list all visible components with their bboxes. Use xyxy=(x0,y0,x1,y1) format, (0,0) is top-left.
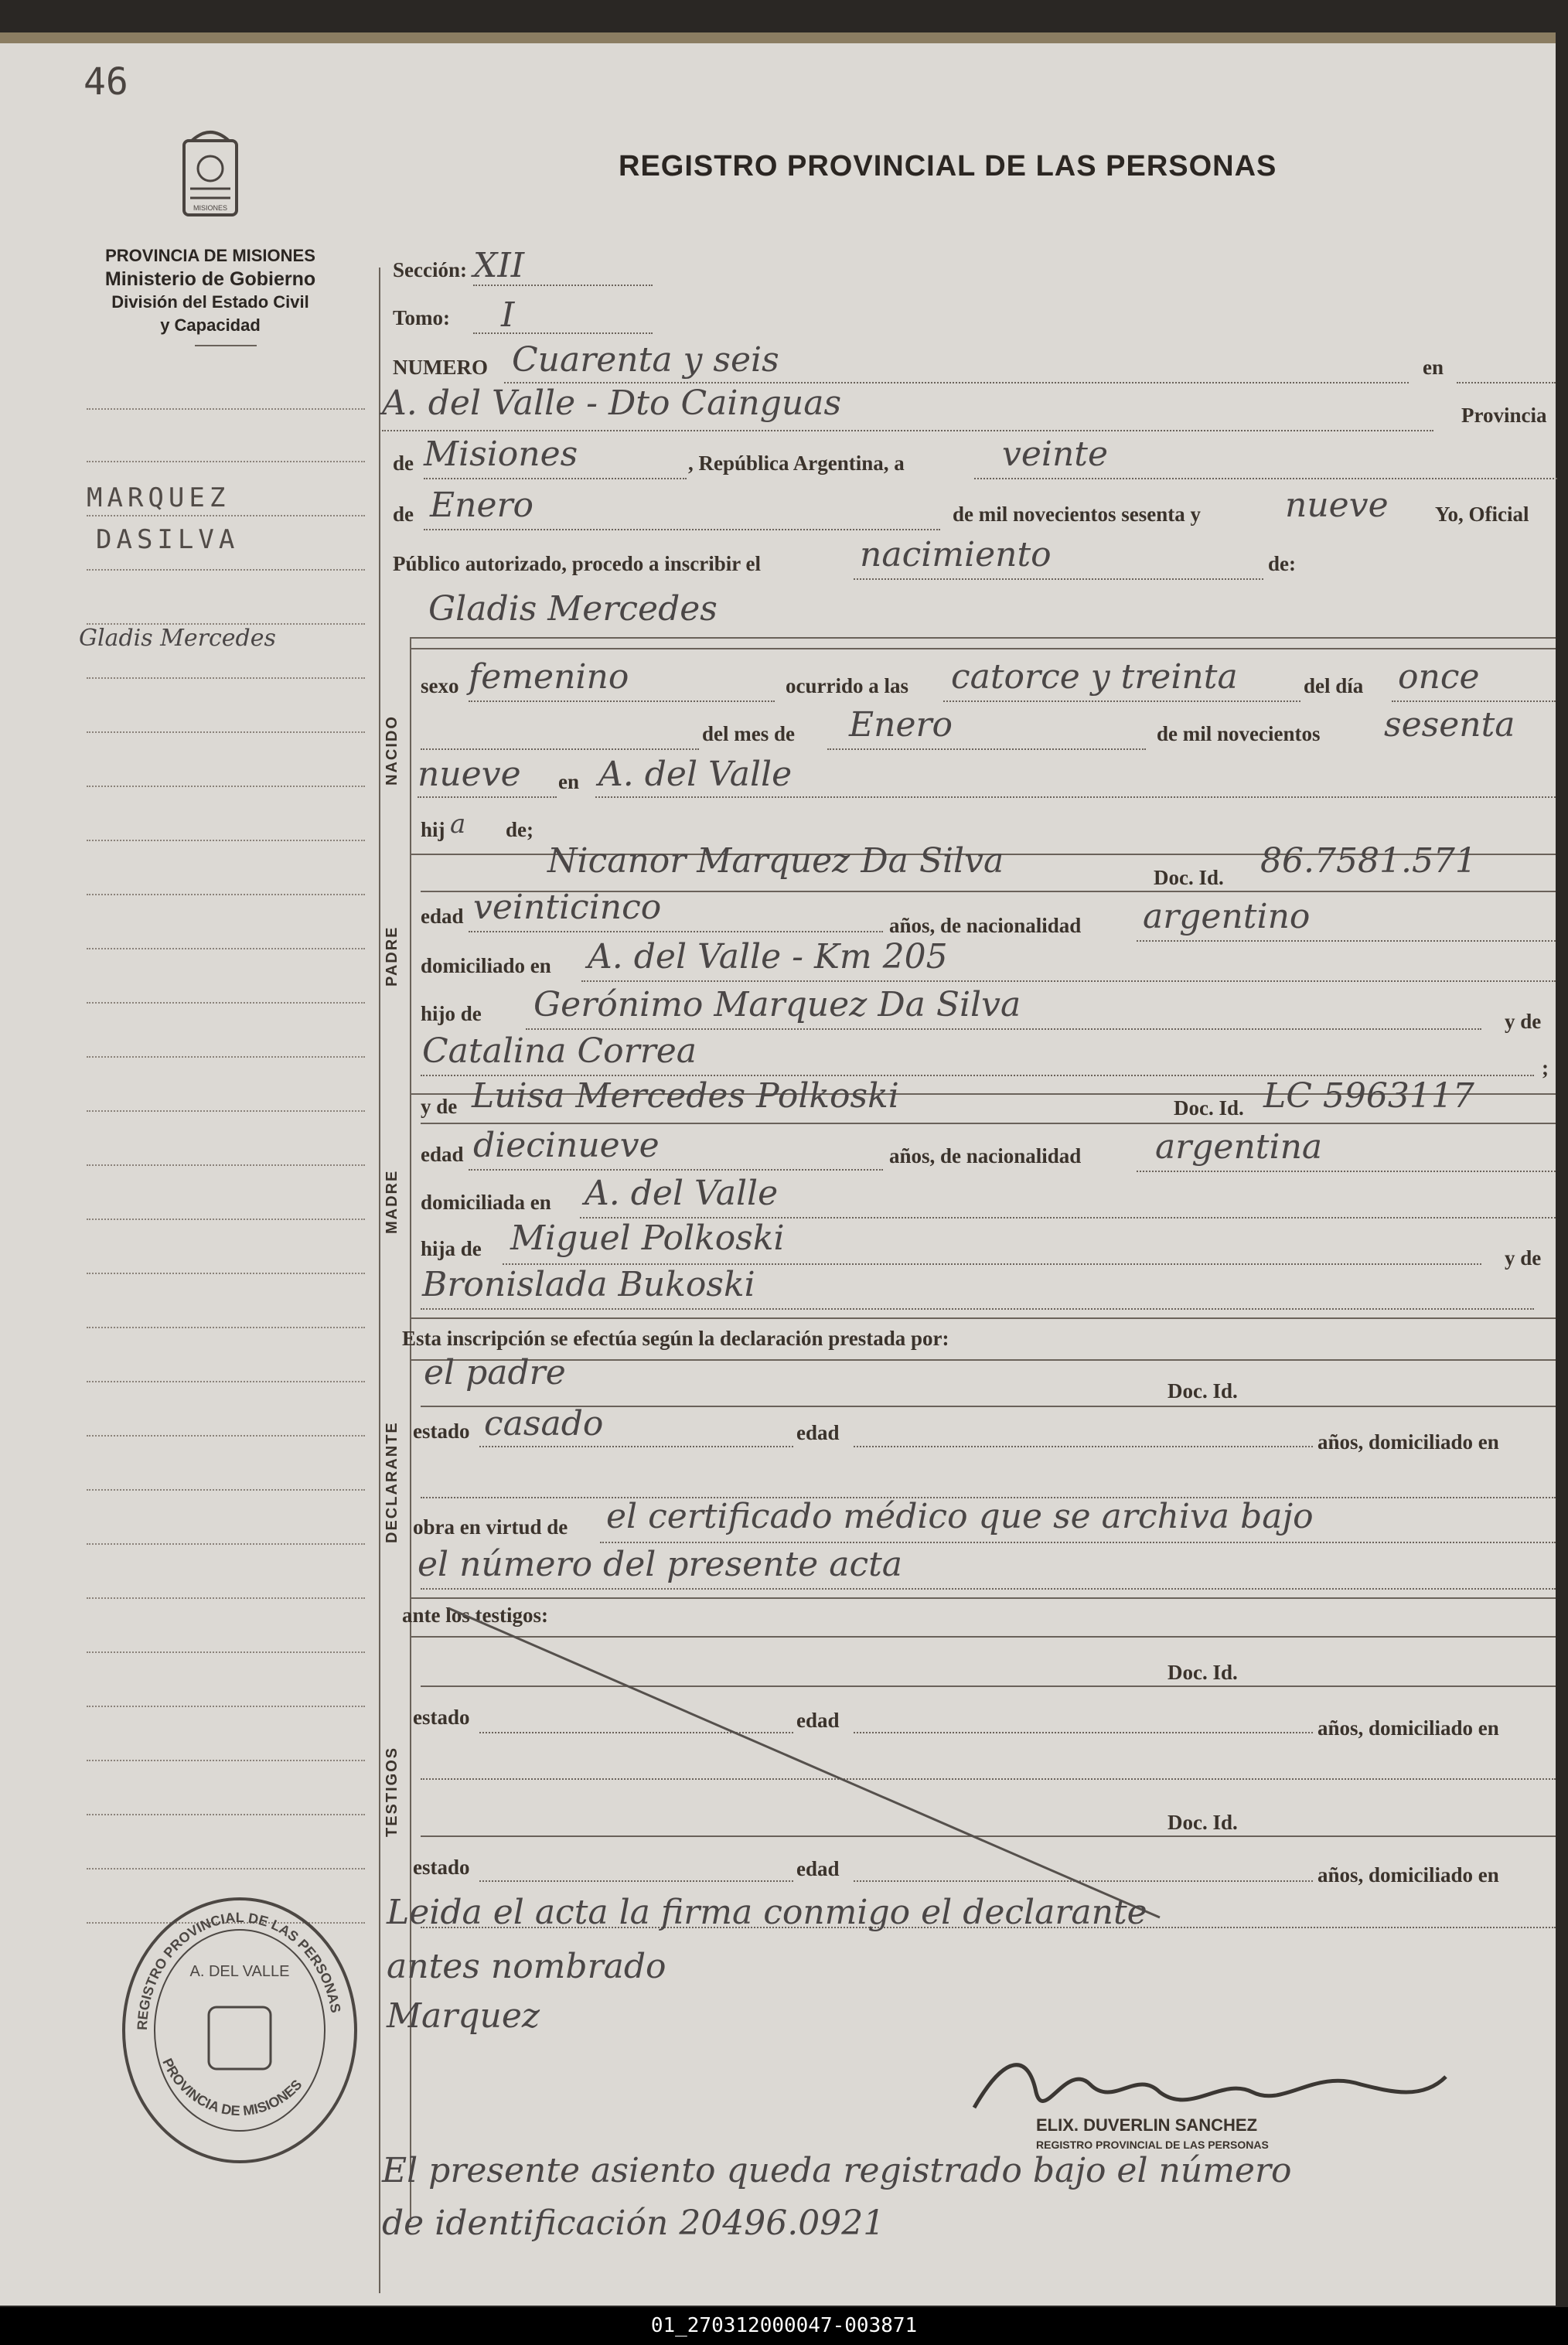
madre-edad-label: edad xyxy=(421,1143,464,1166)
declarante-estado-label: estado xyxy=(413,1420,470,1443)
del-mes-label: del mes de xyxy=(702,722,795,745)
note-line-1: El presente asiento queda registrado bajo el número xyxy=(382,2151,1292,2190)
header-line-1: PROVINCIA DE MISIONES xyxy=(105,246,315,265)
madre-y-de-label: y de xyxy=(421,1095,458,1118)
mes-registro-value: Enero xyxy=(430,486,534,525)
tomo-label: Tomo: xyxy=(393,306,451,329)
testigo2-estado-label: estado xyxy=(413,1856,470,1879)
hora-value: catorce y treinta xyxy=(951,657,1238,697)
declarante-edad-label: edad xyxy=(796,1421,840,1444)
mes-value: Enero xyxy=(849,705,953,745)
sesenta-label: de mil novecientos sesenta y xyxy=(953,503,1201,526)
de-label: de xyxy=(393,452,414,475)
declarante-section-label: DECLARANTE xyxy=(383,1421,401,1543)
padre-edad-label: edad xyxy=(421,905,464,928)
header-rule xyxy=(195,345,257,346)
declarante-estado-value: casado xyxy=(484,1404,604,1443)
padre-y-de-label: y de xyxy=(1505,1010,1542,1033)
padre-domicilio-label: domiciliado en xyxy=(421,954,551,977)
padre-nac-label: años, de nacionalidad xyxy=(889,914,1082,937)
madre-nombre-value: Luisa Mercedes Polkoski xyxy=(472,1076,899,1116)
madre-padre-value: Miguel Polkoski xyxy=(510,1219,785,1258)
testigos-section-label: TESTIGOS xyxy=(383,1746,401,1837)
semicolon-label: ; xyxy=(1542,1056,1549,1079)
madre-hija-de-label: hija de xyxy=(421,1237,482,1260)
padre-doc-value: 86.7581.571 xyxy=(1260,841,1477,881)
madre-domicilio-label: domiciliada en xyxy=(421,1191,551,1214)
madre-domicilio-value: A. del Valle xyxy=(585,1174,779,1213)
margin-divider xyxy=(379,268,380,2293)
declarante-value: el padre xyxy=(424,1353,566,1392)
padre-nombre-value: Nicanor Marquez Da Silva xyxy=(547,841,1004,881)
padre-padre-value: Gerónimo Marquez Da Silva xyxy=(533,985,1021,1024)
padre-section-label: PADRE xyxy=(383,925,401,987)
del-dia-label: del día xyxy=(1304,674,1364,697)
sexo-value: femenino xyxy=(469,657,629,697)
declarante-anos-label: años, domiciliado en xyxy=(1317,1430,1499,1454)
hij-de-label: de; xyxy=(506,818,533,841)
header-line-4: y Capacidad xyxy=(160,315,261,335)
madre-nac-value: argentina xyxy=(1155,1127,1323,1167)
madre-section-label: MADRE xyxy=(383,1169,401,1234)
dia-registro-value: veinte xyxy=(1002,435,1109,474)
closing-line-1: Leida el acta la firma conmigo el declarante xyxy=(387,1893,1147,1932)
madre-doc-label: Doc. Id. xyxy=(1174,1096,1244,1120)
padre-edad-value: veinticinco xyxy=(473,888,662,927)
register-page xyxy=(0,32,1556,2306)
svg-text:PROVINCIA DE MISIONES: PROVINCIA DE MISIONES xyxy=(159,2056,305,2119)
padre-doc-label: Doc. Id. xyxy=(1154,866,1224,889)
de-colon-label: de: xyxy=(1268,552,1296,575)
strike-through-line xyxy=(418,1600,1191,1925)
acto-value: nacimiento xyxy=(860,535,1052,574)
madre-madre-value: Bronislada Bukoski xyxy=(422,1265,755,1304)
nacido-section-label: NACIDO xyxy=(383,715,401,786)
hij-suffix-value: a xyxy=(450,809,466,840)
official-title: REGISTRO PROVINCIAL DE LAS PERSONAS xyxy=(1036,2139,1269,2151)
padre-domicilio-value: A. del Valle - Km 205 xyxy=(588,937,948,977)
lugar-nac-value: A. del Valle xyxy=(598,755,793,794)
header-line-2: Ministerio de Gobierno xyxy=(104,268,316,290)
oficial-label: Yo, Oficial xyxy=(1435,503,1529,526)
obra-value-1: el certificado médico que se archiva bajo xyxy=(606,1497,1314,1536)
testigo1-anos-label: años, domiciliado en xyxy=(1317,1716,1499,1740)
nombre-value: Gladis Mercedes xyxy=(428,589,718,629)
testigo2-doc-label: Doc. Id. xyxy=(1167,1811,1238,1834)
dia-value: once xyxy=(1398,657,1480,697)
note-line-2: de identificación 20496.0921 xyxy=(382,2204,885,2243)
sexo-label: sexo xyxy=(421,674,459,697)
header-line-3: División del Estado Civil xyxy=(111,292,309,312)
provincia-label: Provincia xyxy=(1461,404,1547,427)
publico-label: Público autorizado, procedo a inscribir el xyxy=(393,552,761,575)
madre-y-de-label-2: y de xyxy=(1505,1246,1542,1270)
testigo2-edad-label: edad xyxy=(796,1857,840,1880)
ocurrido-label: ocurrido a las xyxy=(786,674,908,697)
svg-text:REGISTRO PROVINCIAL DE LAS PER: REGISTRO PROVINCIAL DE LAS PERSONAS xyxy=(134,1909,344,2031)
page-number: 46 xyxy=(84,60,128,104)
ano-registro-value: nueve xyxy=(1285,486,1389,525)
document-title: REGISTRO PROVINCIAL DE LAS PERSONAS xyxy=(619,150,1277,182)
tomo-value: I xyxy=(501,295,515,335)
en-label: en xyxy=(1423,356,1444,379)
padre-hijo-de-label: hijo de xyxy=(421,1002,482,1025)
testigo1-estado-label: estado xyxy=(413,1706,470,1729)
madre-doc-value: LC 5963117 xyxy=(1263,1076,1474,1116)
provincia-value: Misiones xyxy=(424,435,578,474)
issuer-header xyxy=(56,244,365,337)
madre-edad-value: diecinueve xyxy=(473,1126,660,1165)
svg-text:A. DEL VALLE: A. DEL VALLE xyxy=(189,1963,290,1980)
testigo1-doc-label: Doc. Id. xyxy=(1167,1661,1238,1684)
padre-nac-value: argentino xyxy=(1143,897,1311,936)
margin-given-names: Gladis Mercedes xyxy=(79,625,276,652)
margin-surname-1: MARQUEZ xyxy=(87,482,230,513)
registry-stamp-icon xyxy=(116,1891,363,2169)
madre-nac-label: años, de nacionalidad xyxy=(889,1144,1082,1167)
official-name: ELIX. DUVERLIN SANCHEZ xyxy=(1036,2115,1258,2135)
hij-label: hij xyxy=(421,818,445,841)
svg-text:MISIONES: MISIONES xyxy=(193,204,228,212)
padre-madre-value: Catalina Correa xyxy=(422,1031,697,1071)
inscripcion-label: Esta inscripción se efectúa según la declaración prestada por: xyxy=(402,1327,949,1350)
image-id-footer: 01_270312000047-003871 xyxy=(0,2307,1568,2345)
closing-line-2: antes nombrado xyxy=(387,1947,666,1986)
obra-value-2: el número del presente acta xyxy=(418,1545,902,1584)
de-label-2: de xyxy=(393,503,414,526)
en-lugar-label: en xyxy=(558,770,579,793)
republica-label: , República Argentina, a xyxy=(688,452,905,475)
seccion-label: Sección: xyxy=(393,258,467,281)
ano-value: sesenta xyxy=(1384,705,1515,745)
ano2-value: nueve xyxy=(418,755,521,794)
obra-label: obra en virtud de xyxy=(413,1515,568,1539)
testigo1-edad-label: edad xyxy=(796,1709,840,1732)
numero-value: Cuarenta y seis xyxy=(512,340,779,380)
numero-label: NUMERO xyxy=(393,356,488,379)
ante-label: ante los testigos: xyxy=(402,1604,548,1627)
seccion-value: XII xyxy=(473,246,525,285)
declarant-signature: Marquez xyxy=(387,1996,540,2036)
margin-surname-2: DASILVA xyxy=(96,524,240,555)
de-mil-label: de mil novecientos xyxy=(1157,722,1321,745)
testigo2-anos-label: años, domiciliado en xyxy=(1317,1863,1499,1887)
province-emblem-icon xyxy=(179,124,241,224)
lugar-value: A. del Valle - Dto Cainguas xyxy=(382,383,842,423)
declarante-doc-label: Doc. Id. xyxy=(1167,1379,1238,1403)
